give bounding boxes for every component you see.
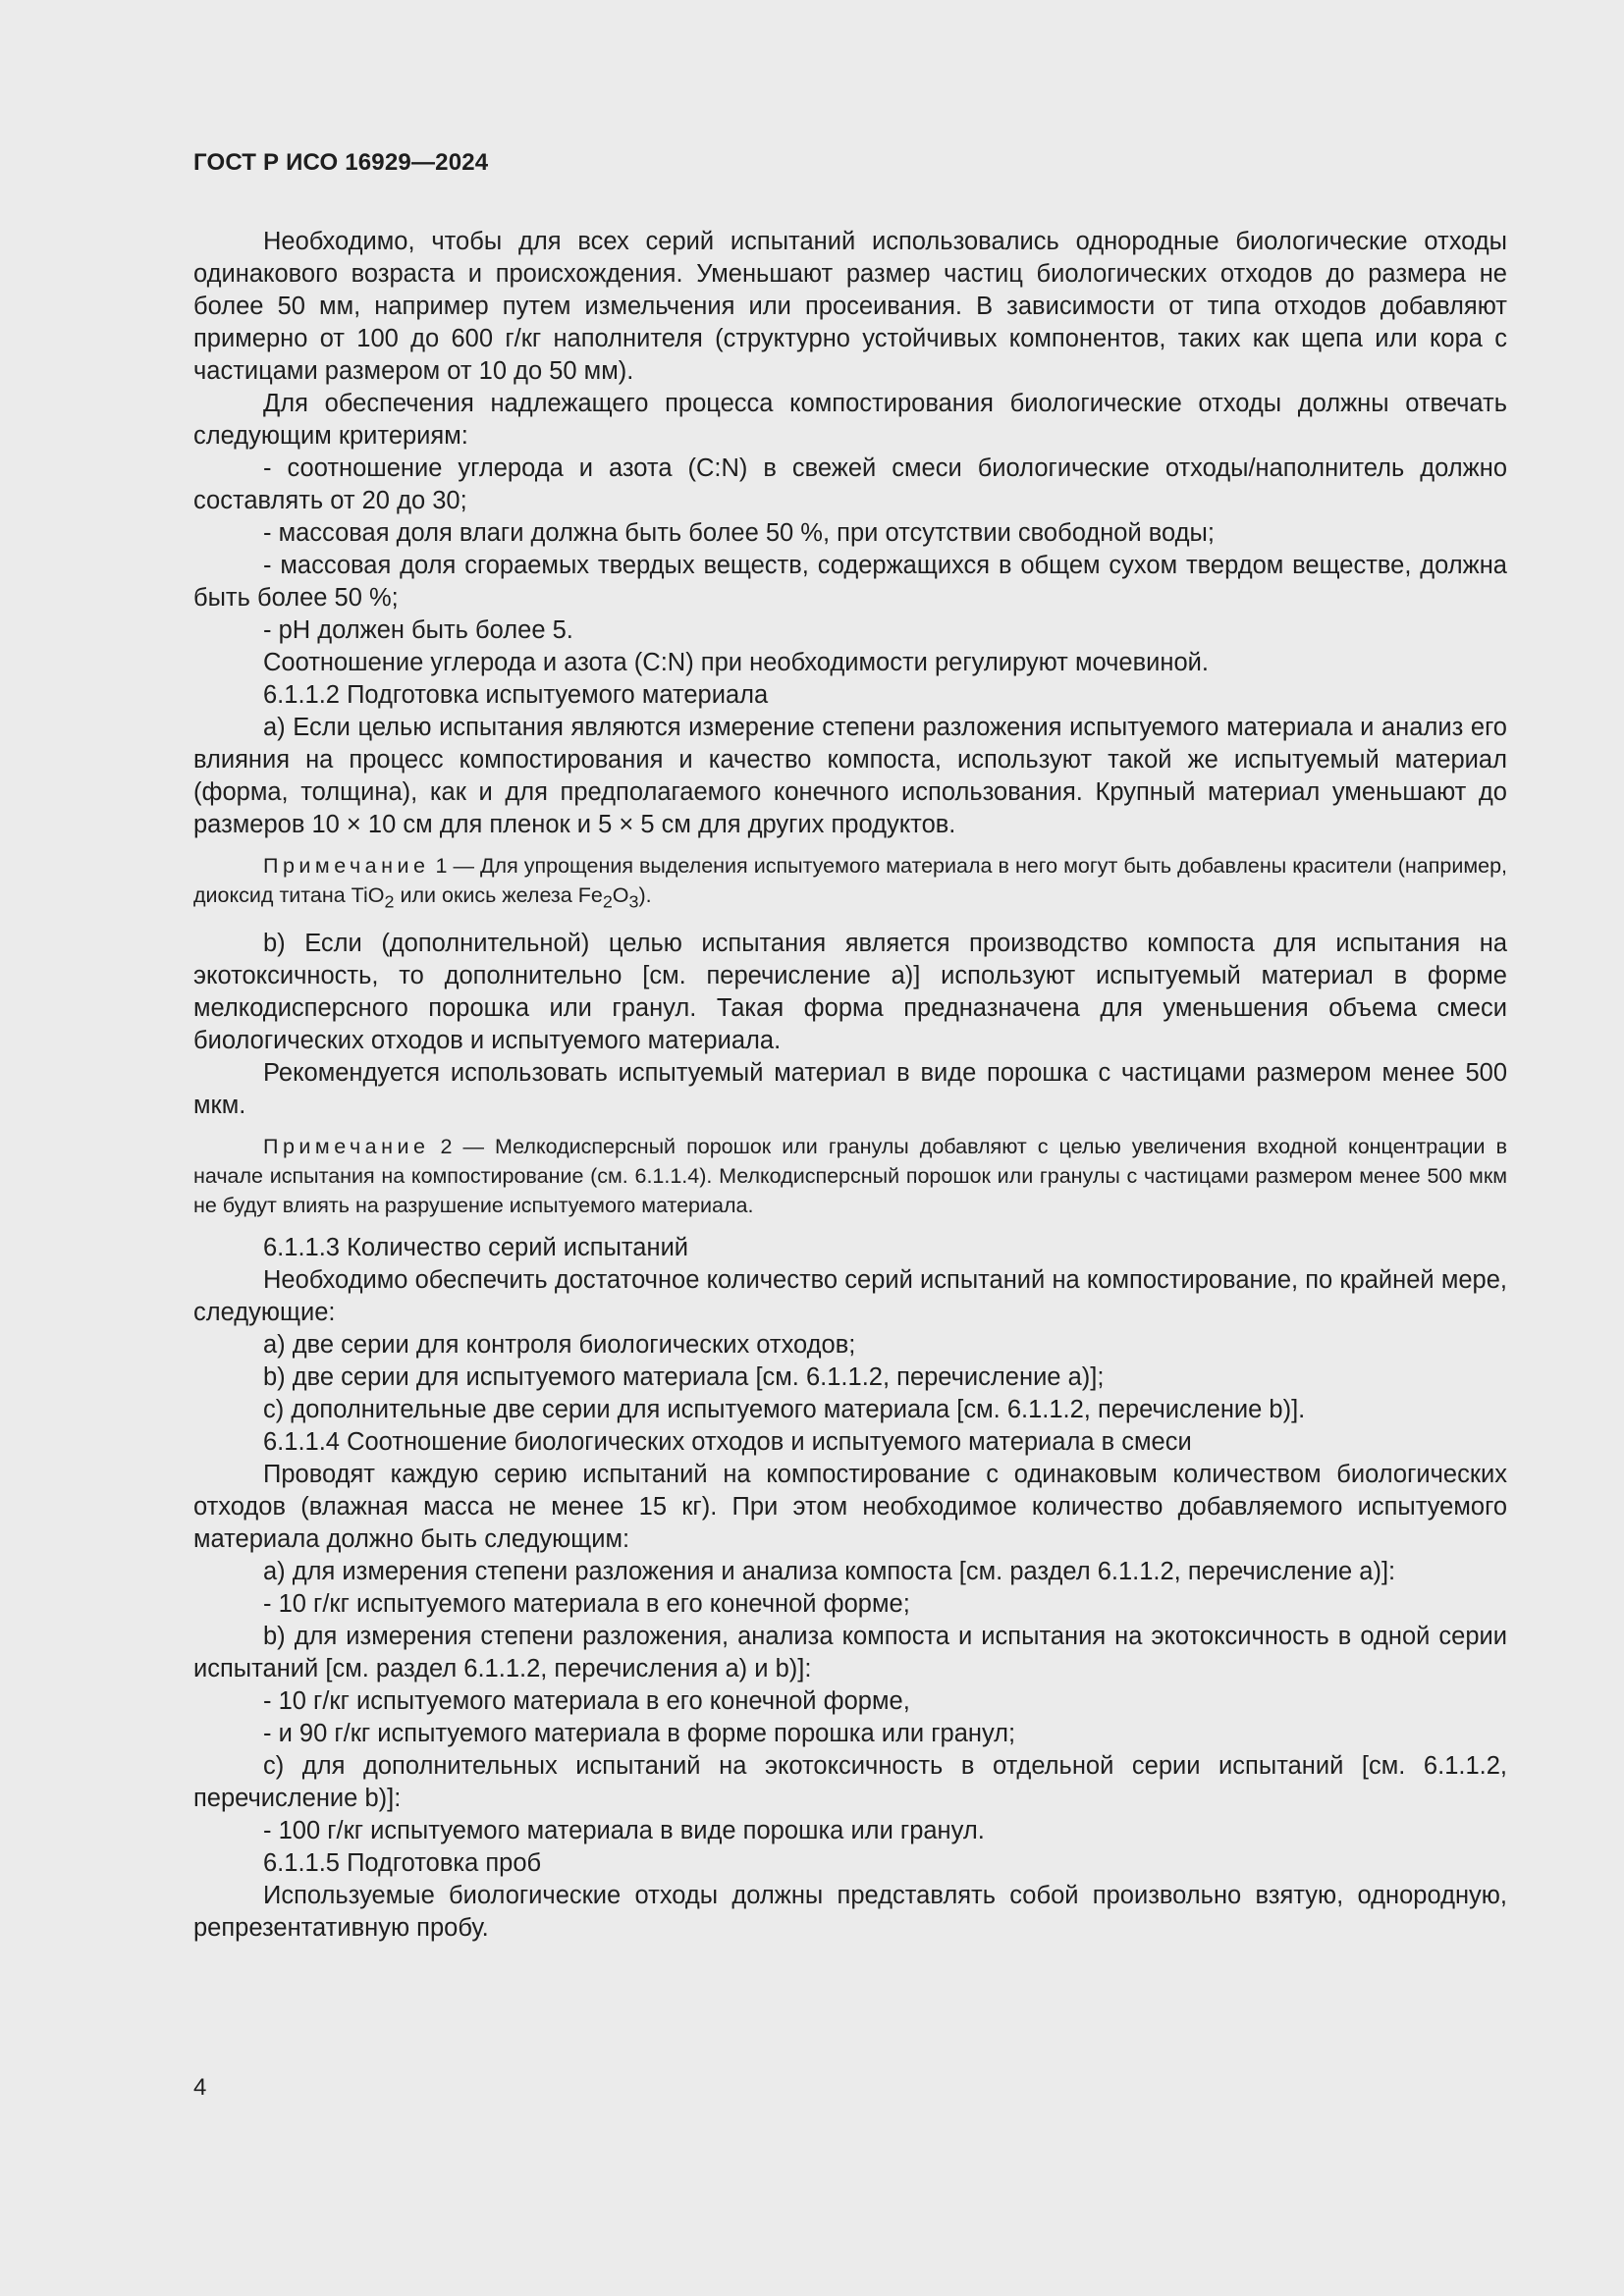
document-header: ГОСТ Р ИСО 16929—2024 [193, 149, 489, 176]
list-item: - pH должен быть более 5. [263, 616, 573, 644]
paragraph: Рекомендуется использовать испытуемый материал в виде порошка с частицами размером менее 500 мкм. [193, 1059, 1507, 1120]
list-item: - 10 г/кг испытуемого материала в его конечной форме; [263, 1590, 910, 1619]
page-number: 4 [193, 2074, 207, 2101]
paragraph: b) Если (дополнительной) целью испытания является производство компоста для испытания на экотоксичность, то дополнительно [см. перечисление а)] используют испытуемый материал в форме мелкодисперсного порошка или гранул. Такая форма предназначена для уменьшения объема смеси биологических отходов и испытуемого материала. [193, 930, 1507, 1055]
paragraph: а) Если целью испытания являются измерение степени разложения испытуемого материала и анализ его влияния на процесс компостирования и качество компоста, используют такой же испытуемый материал (форма, толщина), как и для предполагаемого конечного использования. Крупный материал уменьшают до размеров 10 × 10 см для пленок и 5 × 5 см для других продуктов. [193, 714, 1507, 838]
list-item: а) две серии для контроля биологических отходов; [263, 1331, 856, 1360]
paragraph: Необходимо обеспечить достаточное количество серий испытаний на компостирование, по крайней мере, следующие: [193, 1266, 1507, 1327]
note-label: Примечание [263, 1135, 430, 1159]
section-heading: 6.1.1.4 Соотношение биологических отходов и испытуемого материала в смеси [263, 1428, 1192, 1457]
list-item: - 100 г/кг испытуемого материала в виде порошка или гранул. [263, 1817, 985, 1845]
section-heading: 6.1.1.5 Подготовка проб [263, 1849, 542, 1878]
note-label: Примечание [263, 854, 430, 878]
section-heading: 6.1.1.3 Количество серий испытаний [263, 1234, 689, 1262]
list-item: b) для измерения степени разложения, анализа компоста и испытания на экотоксичность в одной серии испытаний [см. раздел 6.1.1.2, перечисления а) и b)]: [193, 1623, 1507, 1683]
paragraph: Проводят каждую серию испытаний на компостирование с одинаковым количеством биологических отходов (влажная масса не менее 15 кг). При этом необходимое количество добавляемого испытуемого материала должно быть следующим: [193, 1461, 1507, 1554]
paragraph: Соотношение углерода и азота (C:N) при необходимости регулируют мочевиной. [263, 649, 1209, 676]
section-heading: 6.1.1.2 Подготовка испытуемого материала [263, 681, 769, 709]
list-item: - и 90 г/кг испытуемого материала в форме порошка или гранул; [263, 1720, 1016, 1748]
list-item: - массовая доля влаги должна быть более 50 %, при отсутствии свободной воды; [263, 519, 1215, 547]
note-1: Примечание 1 — Для упрощения выделения испытуемого материала в него могут быть добавлены красители (например, диоксид титана TiO$_2$ или окись железа $Fe_2O_3$). [193, 854, 1507, 912]
list-item: - соотношение углерода и азота (C:N) в свежей смеси биологические отходы/наполнитель должно составлять от 20 до 30; [193, 454, 1507, 514]
list-item: - 10 г/кг испытуемого материала в его конечной форме, [263, 1687, 910, 1716]
list-item: с) для дополнительных испытаний на экотоксичность в отдельной серии испытаний [см. 6.1.1.2, перечисление b)]: [193, 1752, 1507, 1813]
paragraph: Используемые биологические отходы должны представлять собой произвольно взятую, однородную, репрезентативную пробу. [193, 1882, 1507, 1943]
list-item: - массовая доля сгораемых твердых веществ, содержащихся в общем сухом твердом веществе, должна быть более 50 %; [193, 552, 1507, 612]
paragraph: Для обеспечения надлежащего процесса компостирования биологические отходы должны отвечать следующим критериям: [193, 390, 1507, 450]
note-2: Примечание 2 — Мелкодисперсный порошок или гранулы добавляют с целью увеличения входной концентрации в начале испытания на компостирование (см. 6.1.1.4). Мелкодисперсный порошок или гранулы с частицами размером менее 500 мкм не будут влиять на разрушение испытуемого материала. [193, 1135, 1507, 1218]
list-item: с) дополнительные две серии для испытуемого материала [см. 6.1.1.2, перечисление b)]. [263, 1396, 1306, 1424]
document-body [193, 226, 1507, 1945]
paragraph: Необходимо, чтобы для всех серий испытаний использовались однородные биологические отходы одинакового возраста и происхождения. Уменьшают размер частиц биологических отходов до размера не более 50 мм, например путем измельчения или просеивания. В зависимости от типа отходов добавляют примерно от 100 до 600 г/кг наполнителя (структурно устойчивых компонентов, таких как щепа или кора с частицами размером от 10 до 50 мм). [193, 228, 1507, 385]
list-item: b) две серии для испытуемого материала [см. 6.1.1.2, перечисление а)]; [263, 1363, 1105, 1392]
list-item: а) для измерения степени разложения и анализа компоста [см. раздел 6.1.1.2, перечисление а)]: [263, 1558, 1396, 1586]
